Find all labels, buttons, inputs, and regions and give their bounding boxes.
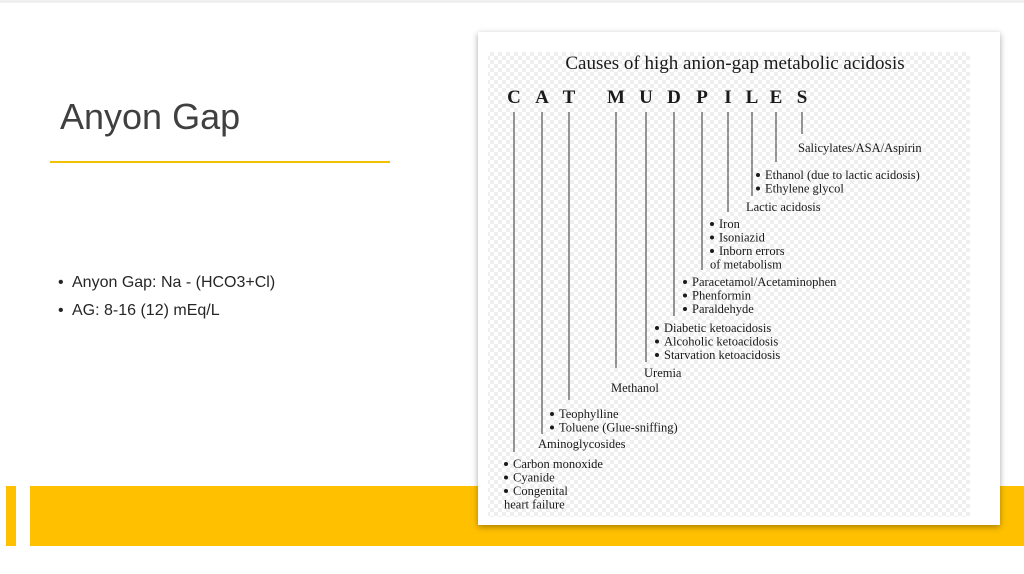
cause-bullet-d	[655, 326, 659, 330]
title-underline	[50, 161, 390, 163]
cause-bullet-e	[756, 173, 760, 177]
cause-bullet-d	[655, 340, 659, 344]
bullet-dot: •	[58, 274, 64, 291]
cause-label-i: Isoniazid	[719, 230, 765, 245]
cause-label-e: Ethanol (due to lactic acidosis)	[765, 168, 920, 182]
mnemonic-letter-i: I	[724, 87, 732, 108]
cause-bullet-i	[710, 222, 714, 226]
cause-label-i: Inborn errors	[719, 244, 785, 258]
bullet-dot: •	[58, 302, 64, 319]
mnemonic-diagram	[478, 32, 1000, 525]
mnemonic-letter-u: U	[639, 87, 653, 108]
cause-bullet-i	[710, 249, 714, 253]
cause-bullet-c	[504, 489, 508, 493]
cause-label-p: Phenformin	[692, 288, 752, 303]
cause-label-u: Uremia	[644, 366, 682, 380]
cause-label-a: Aminoglycosides	[538, 437, 626, 451]
accent-band-left	[6, 486, 16, 546]
cause-label-d: Diabetic ketoacidosis	[664, 321, 772, 335]
cause-bullet-p	[683, 294, 687, 298]
cause-label-l: Lactic acidosis	[746, 200, 821, 214]
cause-label-t: Teophylline	[559, 407, 619, 421]
bullet-text: Anyon Gap: Na - (HCO3+Cl)	[72, 274, 276, 291]
figure-title: Causes of high anion-gap metabolic acidosis	[565, 53, 905, 74]
bullet-list	[58, 274, 275, 330]
cause-bullet-t	[550, 412, 554, 416]
cause-bullet-t	[550, 426, 554, 430]
mnemonic-letter-p: P	[696, 87, 708, 108]
mnemonic-letter-t: T	[562, 87, 576, 108]
mnemonic-letter-d: D	[667, 87, 681, 108]
mnemonic-letter-s: S	[796, 87, 808, 108]
cause-bullet-c	[504, 462, 508, 466]
cause-label-s: Salicylates/ASA/Aspirin	[798, 141, 922, 155]
cause-bullet-p	[683, 280, 687, 284]
cause-label-m: Methanol	[611, 381, 659, 395]
cause-bullet-c	[504, 476, 508, 480]
bullet-item	[58, 302, 275, 320]
cause-label-i: of metabolism	[710, 257, 782, 272]
cause-label-i: Iron	[719, 217, 740, 231]
mnemonic-letter-l: L	[745, 87, 759, 108]
mnemonic-letter-e: E	[769, 87, 783, 108]
cause-label-d: Starvation ketoacidosis	[664, 348, 781, 362]
cause-label-e: Ethylene glycol	[765, 181, 844, 196]
bullet-item	[58, 274, 275, 292]
cause-label-c: Cyanide	[513, 470, 555, 485]
mnemonic-letter-a: A	[535, 87, 549, 108]
cause-label-p: Paraldehyde	[692, 302, 754, 316]
cause-label-c: heart failure	[504, 497, 565, 512]
cause-bullet-p	[683, 307, 687, 311]
cause-label-p: Paracetamol/Acetaminophen	[692, 275, 837, 289]
cause-label-c: Congenital	[513, 484, 568, 498]
cause-label-t: Toluene (Glue-sniffing)	[559, 420, 678, 435]
cause-label-c: Carbon monoxide	[513, 457, 603, 471]
cause-bullet-e	[756, 187, 760, 191]
cause-bullet-i	[710, 236, 714, 240]
cause-bullet-d	[655, 353, 659, 357]
slide-title: Anyon Gap	[60, 96, 241, 137]
mnemonic-figure	[478, 32, 1000, 525]
cause-label-d: Alcoholic ketoacidosis	[664, 334, 779, 349]
mnemonic-letter-c: C	[507, 87, 521, 108]
mnemonic-letter-m: M	[607, 87, 625, 108]
top-border	[0, 0, 1024, 3]
bullet-text: AG: 8-16 (12) mEq/L	[72, 302, 220, 319]
